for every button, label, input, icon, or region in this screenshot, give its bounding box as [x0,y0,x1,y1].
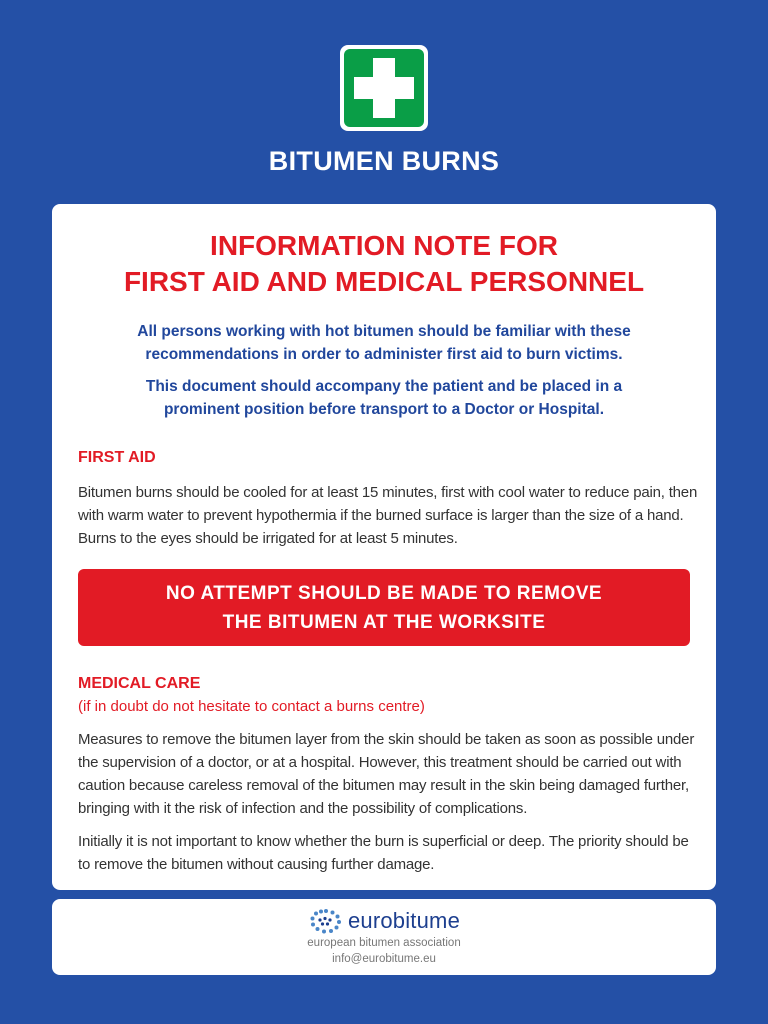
note-title [52,228,716,300]
note-title-line-1: INFORMATION NOTE FOR [210,230,558,261]
intro2-line-2: prominent position before transport to a Doctor or Hospital. [163,401,605,418]
association-name: european bitumen association [307,937,461,949]
note-title-line-2: FIRST AID AND MEDICAL PERSONNEL [123,266,645,297]
eurobitume-logo-icon [308,908,344,934]
cross-background [344,49,424,127]
info-panel [52,204,716,890]
intro2-line-1: This document should accompany the patient and be placed in a [145,378,623,395]
warning-line-1: NO ATTEMPT SHOULD BE MADE TO REMOVE [165,582,603,604]
first-aid-heading: FIRST AID [78,449,156,466]
medical-p2-line-2: to remove the bitumen without causing further damage. [78,856,435,873]
medical-p2-line-1: Initially it is not important to know whether the burn is superficial or deep. The priority should be [78,833,689,850]
eurobitume-logo [52,905,716,937]
intro-paragraph-1 [72,320,696,366]
medical-care-paragraph-2 [78,830,698,876]
intro-paragraph-2 [72,375,696,421]
medical-p1-line-3: caution because careless removal of the bitumen may result in the skin being damaged further, [78,777,689,794]
first-aid-cross-icon [340,45,428,131]
intro1-line-1: All persons working with hot bitumen should be familiar with these [137,323,631,340]
medical-p1-line-1: Measures to remove the bitumen layer from the skin should be taken as soon as possible under [78,731,695,748]
medical-p1-line-4: bringing with it the risk of infection and the possibility of complications. [78,800,528,817]
warning-banner [78,569,690,646]
intro1-line-2: recommendations in order to administer first aid to burn victims. [145,346,623,363]
medical-care-paragraph-1 [78,728,698,820]
first-aid-line-1: Bitumen burns should be cooled for at least 15 minutes, first with cool water to reduce pain, then [78,484,698,501]
cross-horizontal-bar [354,77,414,99]
warning-line-2: THE BITUMEN AT THE WORKSITE [222,611,546,633]
first-aid-line-3: Burns to the eyes should be irrigated for at least 5 minutes. [78,530,458,547]
first-aid-line-2: with warm water to prevent hypothermia if the burned surface is larger than the size of a hand. [78,507,684,524]
sign-title: BITUMEN BURNS [268,146,500,176]
logo-text: eurobitume [347,908,461,933]
medical-p1-line-2: the supervision of a doctor, or at a hospital. However, this treatment should be carried out with [78,754,682,771]
medical-care-heading: MEDICAL CARE [78,675,201,692]
first-aid-text [78,481,698,550]
medical-care-subheading: (if in doubt do not hesitate to contact a burns centre) [78,698,425,715]
contact-email[interactable]: info@eurobitume.eu [332,953,436,965]
footer-panel [52,899,716,975]
